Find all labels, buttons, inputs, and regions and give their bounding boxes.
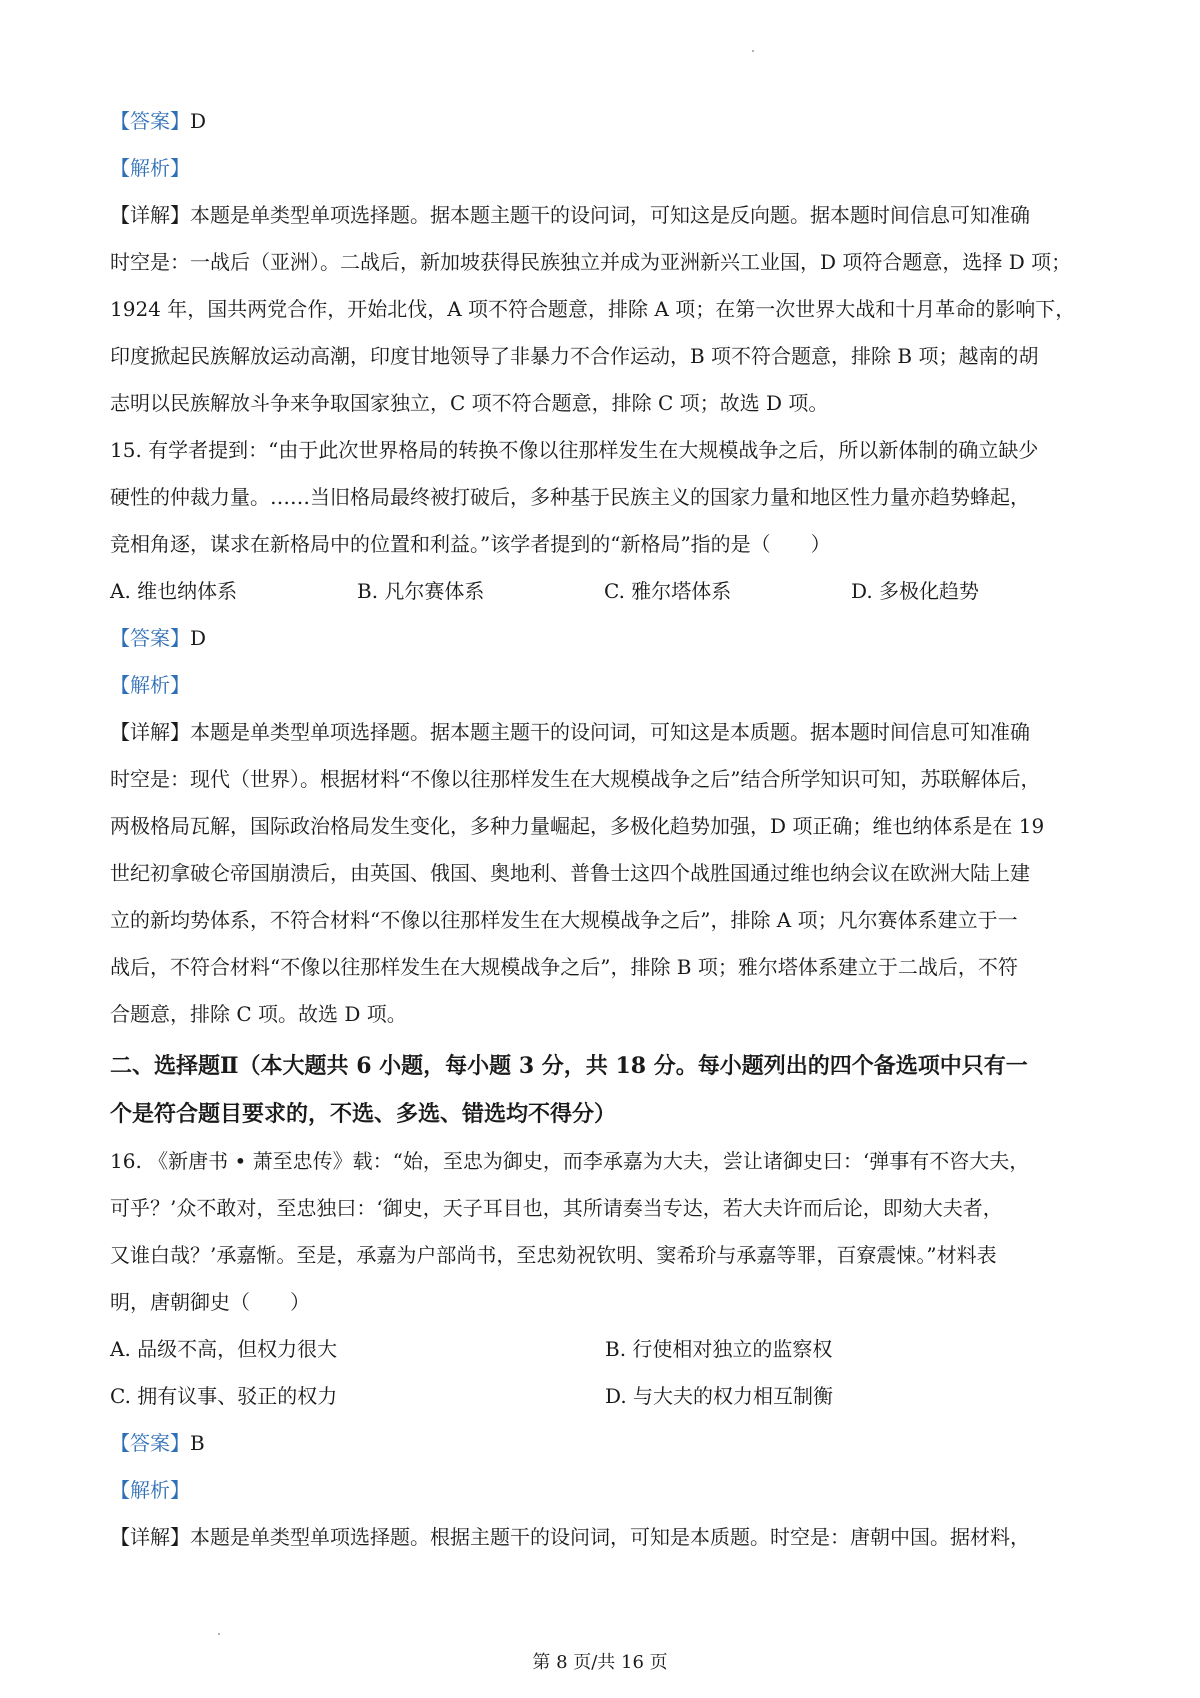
- scan-speck: [218, 1633, 220, 1635]
- answer-tag: 【答案】: [110, 626, 190, 650]
- analysis-tag: 【解析】: [110, 673, 190, 697]
- q16-options-row: [110, 1326, 1100, 1373]
- section-title-line: 个是符合题目要求的，不选、多选、错选均不得分）: [110, 1101, 617, 1127]
- scan-speck: [752, 50, 754, 52]
- detail-tag: 【详解】: [110, 1525, 190, 1549]
- q15-option-b: B. 凡尔赛体系: [357, 579, 485, 603]
- q15-stem-line: 竞相角逐，谋求在新格局中的位置和利益。”该学者提到的“新格局”指的是（ ）: [110, 532, 831, 556]
- q16-option-b: B. 行使相对独立的监察权: [605, 1337, 833, 1361]
- q16-detail-line: [110, 1514, 1100, 1561]
- q16-answer: [110, 1420, 1100, 1467]
- q16-analysis: [110, 1467, 1100, 1514]
- q15-option-d: D. 多极化趋势: [851, 579, 980, 603]
- answer-tag: 【答案】: [110, 1431, 190, 1455]
- q16-options-row: [110, 1373, 1100, 1420]
- answer-value: B: [190, 1431, 205, 1455]
- answer-tag: 【答案】: [110, 109, 190, 133]
- q14-answer: [110, 98, 1100, 145]
- q15-detail-line: 两极格局瓦解，国际政治格局发生变化，多种力量崛起，多极化趋势加强，D 项正确；维也纳体系是在 19: [110, 814, 1045, 838]
- q15-answer: [110, 615, 1100, 662]
- section-title-line: 二、选择题Ⅱ（本大题共 6 小题，每小题 3 分，共 18 分。每小题列出的四个备选项中只有一: [110, 1053, 1028, 1079]
- q15-option-c: C. 雅尔塔体系: [604, 579, 732, 603]
- q14-analysis: [110, 145, 1100, 192]
- q15-options: [110, 568, 1100, 615]
- q15-stem-line: 硬性的仲裁力量。……当旧格局最终被打破后，多种基于民族主义的国家力量和地区性力量亦趋势蜂起，: [110, 485, 1030, 509]
- answer-value: D: [190, 626, 207, 650]
- q14-detail-line: 志明以民族解放斗争来争取国家独立，C 项不符合题意，排除 C 项；故选 D 项。: [110, 391, 829, 415]
- q16-stem-line: 16. 《新唐书 • 萧至忠传》载：“始，至忠为御史，而李承嘉为大夫，尝让诸御史曰：‘弹事有不咨大夫，: [110, 1149, 1030, 1173]
- q16-stem-line: 可乎？’众不敢对，至忠独曰：‘御史，天子耳目也，其所请奏当专达，若大夫许而后论，即劾大夫者，: [110, 1196, 1003, 1220]
- analysis-tag: 【解析】: [110, 1478, 190, 1502]
- q15-stem-line: 15. 有学者提到：“由于此次世界格局的转换不像以往那样发生在大规模战争之后，所以新体制的确立缺少: [110, 438, 1039, 462]
- q15-detail-line: 世纪初拿破仑帝国崩溃后，由英国、俄国、奥地利、普鲁士这四个战胜国通过维也纳会议在欧洲大陆上建: [110, 861, 1030, 885]
- q16-stem-line: 明，唐朝御史（ ）: [110, 1290, 310, 1314]
- detail-tag: 【详解】: [110, 720, 190, 744]
- q16-option-c: C. 拥有议事、驳正的权力: [110, 1384, 338, 1408]
- answer-value: D: [190, 109, 207, 133]
- q15-detail-line: 立的新均势体系，不符合材料“不像以往那样发生在大规模战争之后”，排除 A 项；凡尔赛体系建立于一: [110, 908, 1018, 932]
- q15-detail-line: 战后，不符合材料“不像以往那样发生在大规模战争之后”，排除 B 项；雅尔塔体系建立于二战后，不符: [110, 955, 1018, 979]
- q15-detail-line: [110, 709, 1100, 756]
- q14-detail-line: 印度掀起民族解放运动高潮，印度甘地领导了非暴力不合作运动，B 项不符合题意，排除 B 项；越南的胡: [110, 344, 1039, 368]
- detail-text: 本题是单类型单项选择题。根据主题干的设问词，可知是本质题。时空是：唐朝中国。据材料，: [190, 1525, 1030, 1549]
- page-footer: 第 8 页/共 16 页: [532, 1652, 668, 1673]
- q16-option-d: D. 与大夫的权力相互制衡: [605, 1384, 834, 1408]
- q15-analysis: [110, 662, 1100, 709]
- q16-stem-line: 又谁白哉？’承嘉惭。至是，承嘉为户部尚书，至忠劾祝钦明、窦希玠与承嘉等罪，百寮震悚。”材料表: [110, 1243, 997, 1267]
- analysis-tag: 【解析】: [110, 156, 190, 180]
- q15-detail-line: 时空是：现代（世界）。根据材料“不像以往那样发生在大规模战争之后”结合所学知识可知，苏联解体后，: [110, 767, 1041, 791]
- document-page: [110, 98, 1100, 1561]
- detail-tag: 【详解】: [110, 203, 190, 227]
- q16-option-a: A. 品级不高，但权力很大: [110, 1337, 338, 1361]
- detail-text: 本题是单类型单项选择题。据本题主题干的设问词，可知这是本质题。据本题时间信息可知准确: [190, 720, 1030, 744]
- q15-option-a: A. 维也纳体系: [110, 579, 238, 603]
- section-title: [110, 1042, 1100, 1138]
- q14-detail-line: 1924 年，国共两党合作，开始北伐，A 项不符合题意，排除 A 项；在第一次世界大战和十月革命的影响下，: [110, 297, 1076, 321]
- q14-detail-line: 时空是：一战后（亚洲）。二战后，新加坡获得民族独立并成为亚洲新兴工业国，D 项符合题意，选择 D 项；: [110, 250, 1072, 274]
- detail-text: 本题是单类型单项选择题。据本题主题干的设问词，可知这是反向题。据本题时间信息可知准确: [190, 203, 1030, 227]
- q15-detail-line: 合题意，排除 C 项。故选 D 项。: [110, 1002, 407, 1026]
- q14-detail-line: [110, 192, 1100, 239]
